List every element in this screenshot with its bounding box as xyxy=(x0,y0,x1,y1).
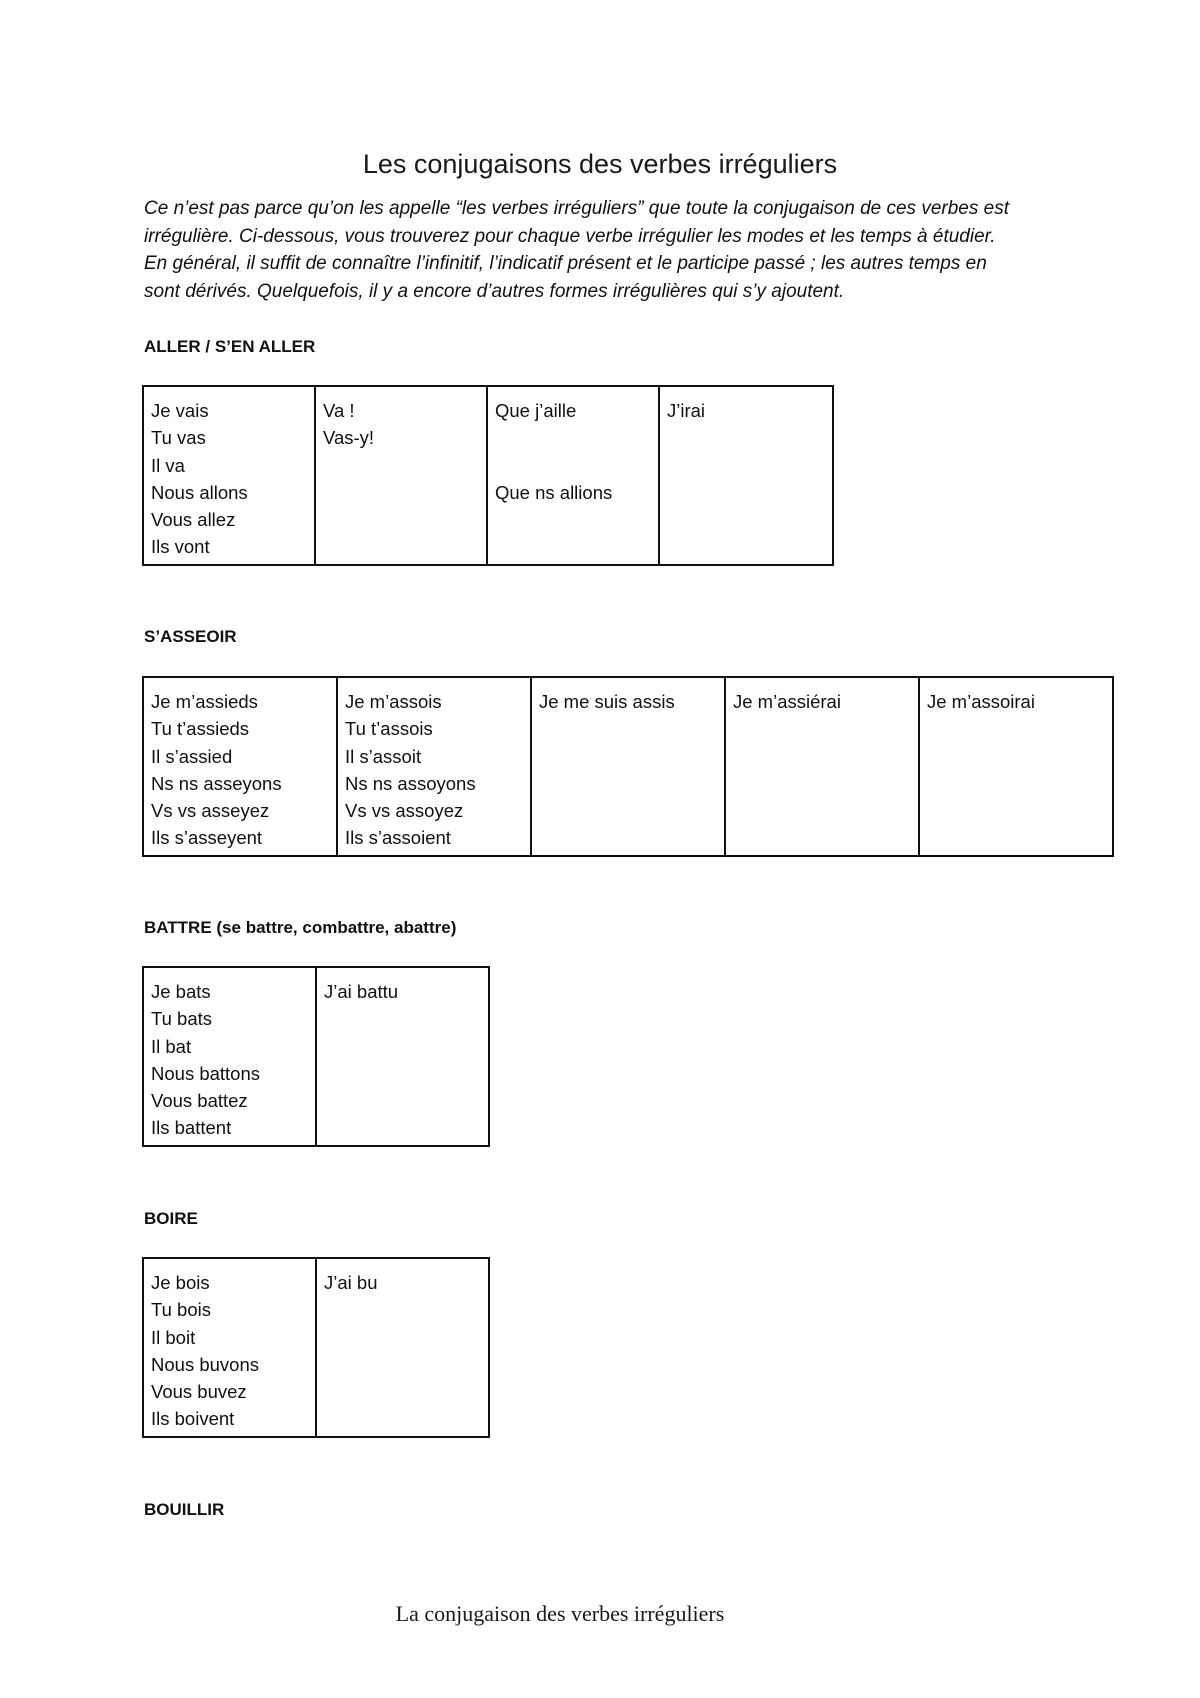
cell-line xyxy=(495,424,651,451)
cell-line: Il va xyxy=(151,454,185,476)
cell-line: Que ns allions xyxy=(495,481,613,503)
section-heading-battre: BATTRE (se battre, combattre, abattre) xyxy=(144,918,457,937)
cell-line: Il bat xyxy=(151,1035,192,1057)
cell-line: Tu t’assois xyxy=(345,718,433,740)
table-cell xyxy=(143,967,316,1146)
table-cell xyxy=(725,677,919,856)
cell-line: Vous allez xyxy=(151,509,236,531)
page-footer: La conjugaison des verbes irréguliers xyxy=(395,1601,725,1626)
table-cell xyxy=(919,677,1113,856)
cell-line: Nous battons xyxy=(151,1062,261,1084)
page-title: Les conjugaisons des verbes irréguliers xyxy=(362,149,838,179)
table-cell xyxy=(487,386,659,565)
cell-line: Je m’assois xyxy=(345,691,442,712)
cell-line: Ns ns assoyons xyxy=(345,772,476,794)
table-cell xyxy=(143,386,315,565)
table-cell xyxy=(659,386,833,565)
intro-line: irrégulière. Ci-dessous, vous trouverez pour chaque verbe irrégulier les modes et les temps à étudier. xyxy=(144,225,996,247)
cell-line: Vas-y! xyxy=(323,427,375,449)
conjugation-table-aller xyxy=(142,385,834,566)
cell-line: Vous battez xyxy=(151,1090,248,1112)
cell-line: Ns ns asseyons xyxy=(151,772,282,794)
table-row xyxy=(143,967,489,1146)
table-cell xyxy=(143,677,337,856)
section-heading-bouillir: BOUILLIR xyxy=(144,1500,225,1519)
cell-line: J’ai bu xyxy=(324,1272,378,1293)
section-heading-aller: ALLER / S’EN ALLER xyxy=(144,337,316,356)
cell-line: Je m’assieds xyxy=(151,691,258,712)
cell-line: Nous buvons xyxy=(151,1353,259,1375)
intro-line: Ce n’est pas parce qu’on les appelle “les verbes irréguliers” que toute la conjugaison de ces verbes est xyxy=(144,198,1009,219)
cell-line: Je me suis assis xyxy=(539,691,675,712)
section-heading-boire: BOIRE xyxy=(144,1209,198,1228)
cell-line: Tu vas xyxy=(151,427,206,449)
cell-line: Ils s’asseyent xyxy=(151,827,263,849)
intro-line: sont dérivés. Quelquefois, il y a encore d’autres formes irrégulières qui s’y ajoutent. xyxy=(144,280,845,302)
table-cell xyxy=(315,386,487,565)
table-cell xyxy=(531,677,725,856)
cell-line: Je bats xyxy=(151,981,211,1002)
table-cell xyxy=(316,1258,489,1437)
cell-line: Vs vs asseyez xyxy=(151,800,270,822)
table-row xyxy=(143,677,1113,856)
cell-line: Tu t’assieds xyxy=(151,718,250,740)
cell-line: Je m’assiérai xyxy=(733,691,841,712)
intro-line: En général, il suffit de connaître l’infinitif, l’indicatif présent et le participe passé ; les autres temps en xyxy=(144,253,987,274)
table-row xyxy=(143,1258,489,1437)
cell-line: Tu bois xyxy=(151,1299,211,1321)
cell-line: Nous allons xyxy=(151,481,248,503)
cell-line: Ils battent xyxy=(151,1117,232,1139)
cell-line: J’ai battu xyxy=(324,981,399,1002)
cell-line: J’irai xyxy=(667,400,706,421)
cell-line: Il boit xyxy=(151,1326,196,1348)
section-heading-asseoir: S’ASSEOIR xyxy=(144,627,237,646)
cell-line: Tu bats xyxy=(151,1008,213,1030)
cell-line: Ils vont xyxy=(151,536,210,558)
cell-line: Ils boivent xyxy=(151,1408,235,1430)
intro-paragraph xyxy=(144,195,1094,305)
cell-line: Je vais xyxy=(151,400,209,421)
cell-line xyxy=(495,452,651,479)
cell-line: Vous buvez xyxy=(151,1381,247,1403)
cell-line: Je m’assoirai xyxy=(927,691,1035,712)
cell-line: Vs vs assoyez xyxy=(345,800,464,822)
conjugation-table-boire xyxy=(142,1257,490,1438)
conjugation-table-asseoir xyxy=(142,676,1114,857)
cell-line: Il s’assoit xyxy=(345,745,422,767)
conjugation-table-battre xyxy=(142,966,490,1147)
table-cell xyxy=(337,677,531,856)
cell-line: Il s’assied xyxy=(151,745,233,767)
table-cell xyxy=(316,967,489,1146)
cell-line: Ils s’assoient xyxy=(345,827,451,849)
cell-line: Va ! xyxy=(323,400,355,421)
table-cell xyxy=(143,1258,316,1437)
table-row xyxy=(143,386,833,565)
cell-line: Que j’aille xyxy=(495,400,577,421)
cell-line: Je bois xyxy=(151,1272,210,1293)
